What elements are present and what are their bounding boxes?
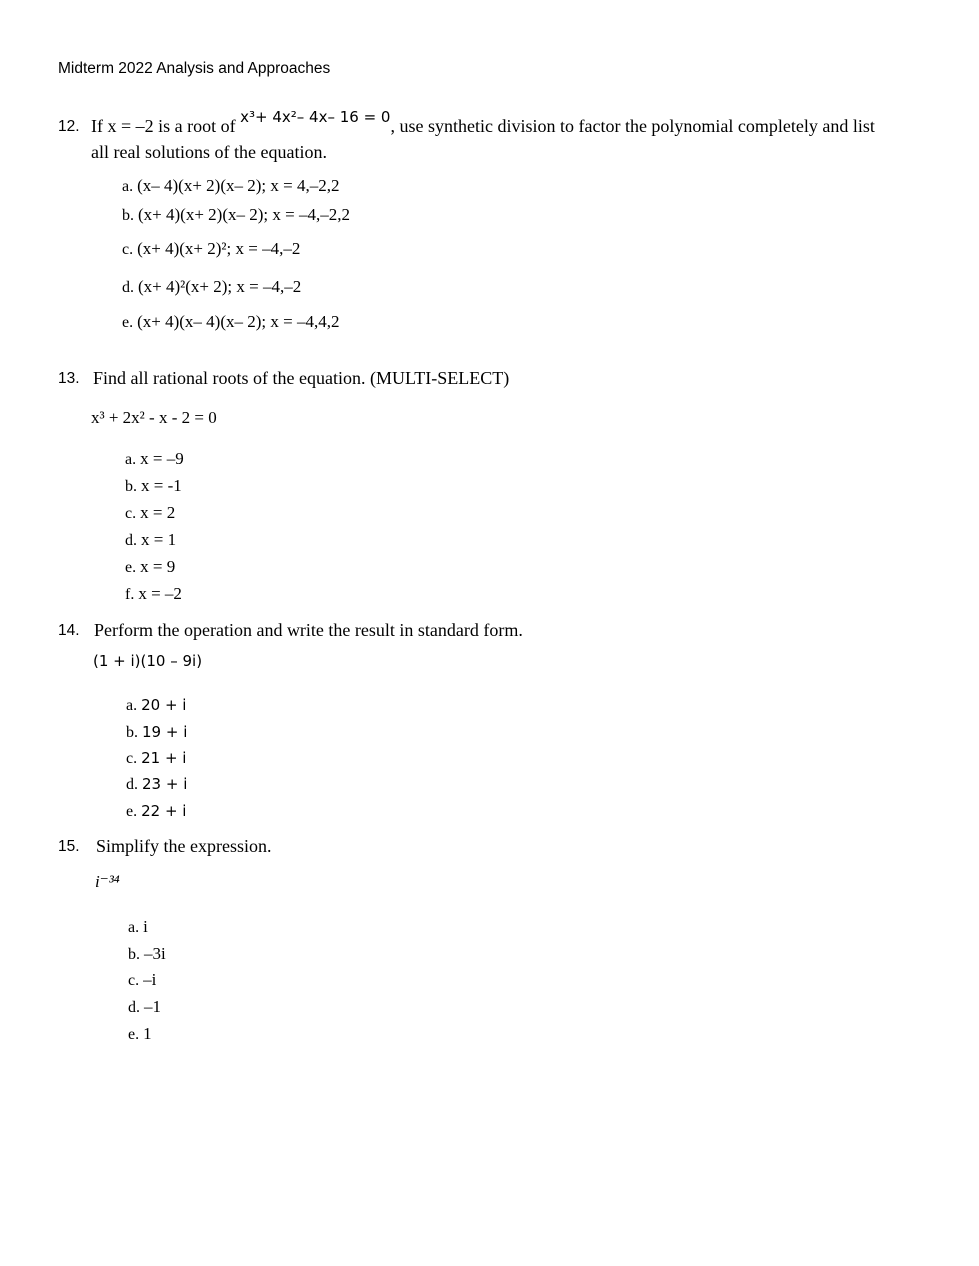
answer-option[interactable]: e. 1: [128, 1024, 152, 1043]
answer-option[interactable]: b. 19 + i: [126, 723, 188, 741]
question-text-start: If x = –2 is a root of: [91, 116, 236, 136]
page-header: Midterm 2022 Analysis and Approaches: [58, 60, 331, 77]
question-text: Perform the operation and write the result in standard form.: [94, 620, 523, 640]
answer-option[interactable]: e. (x+ 4)(x– 4)(x– 2); x = –4,4,2: [122, 312, 340, 331]
answer-option[interactable]: d. 23 + i: [126, 775, 188, 793]
answer-option[interactable]: a. (x– 4)(x+ 2)(x– 2); x = 4,–2,2: [122, 176, 340, 195]
question-number: 13.: [58, 370, 80, 387]
answer-option[interactable]: d. x = 1: [125, 530, 177, 549]
question-expression: i⁻³⁴: [95, 872, 120, 891]
question-expression: (1 + i)(10 – 9i): [93, 652, 203, 670]
answer-option[interactable]: c. (x+ 4)(x+ 2)²; x = –4,–2: [122, 239, 301, 258]
question-text: Simplify the expression.: [96, 836, 272, 856]
question-text-end: , use synthetic division to factor the polynomial completely and list: [390, 116, 875, 136]
question-number: 14.: [58, 622, 80, 639]
answer-option[interactable]: e. x = 9: [125, 557, 176, 576]
answer-option[interactable]: a. 20 + i: [126, 696, 187, 714]
question-number: 15.: [58, 838, 80, 855]
question-expression: x³ + 2x² - x - 2 = 0: [91, 408, 217, 427]
answer-option[interactable]: b. (x+ 4)(x+ 2)(x– 2); x = –4,–2,2: [122, 205, 350, 224]
answer-option[interactable]: d. –1: [128, 997, 161, 1016]
question-equation: x³+ 4x²– 4x– 16 = 0: [240, 108, 391, 126]
question-text: Find all rational roots of the equation. (MULTI-SELECT): [93, 368, 510, 388]
answer-option[interactable]: c. x = 2: [125, 503, 176, 522]
question-text-line2: all real solutions of the equation.: [91, 142, 327, 162]
answer-option[interactable]: c. –i: [128, 970, 157, 989]
question-text: [91, 108, 875, 138]
answer-option[interactable]: f. x = –2: [125, 584, 182, 603]
answer-option[interactable]: a. i: [128, 917, 148, 936]
answer-option[interactable]: b. –3i: [128, 944, 166, 963]
answer-option[interactable]: e. 22 + i: [126, 802, 187, 820]
question-number: 12.: [58, 118, 80, 135]
answer-option[interactable]: d. (x+ 4)²(x+ 2); x = –4,–2: [122, 277, 302, 296]
answer-option[interactable]: a. x = –9: [125, 449, 184, 468]
answer-option[interactable]: b. x = -1: [125, 476, 182, 495]
answer-option[interactable]: c. 21 + i: [126, 749, 187, 767]
